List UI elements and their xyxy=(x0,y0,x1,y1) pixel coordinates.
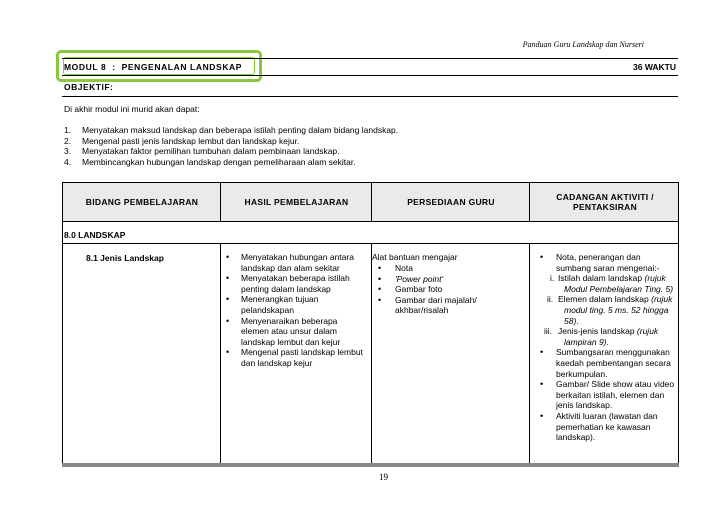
objective-heading: OBJEKTIF: xyxy=(64,82,114,92)
hasil-list xyxy=(226,252,366,369)
objective-item: 3. Menyatakan faktor pemilihan tumbuhan dalam pembinaan landskap. xyxy=(64,146,340,156)
persediaan-title: Alat bantuan mengajar xyxy=(372,252,458,262)
module-title: MODUL 8 : PENGENALAN LANDSKAP xyxy=(64,62,243,72)
list-item: • Aktiviti luaran (lawatan dan pemerhatian ke kawasan landskap). xyxy=(540,410,658,443)
list-item: • 'Power point' xyxy=(378,273,444,284)
list-item: • Menyenaraikan beberapa elemen atau unsur dalam landskap lembut dan kejur xyxy=(226,315,341,347)
header-persediaan: PERSEDIAAN GURU xyxy=(407,197,495,207)
table-bottom-border xyxy=(62,463,679,467)
section-title: 8.0 LANDSKAP xyxy=(64,230,126,240)
objective-item: 1. Menyatakan maksud landskap dan beberapa istilah penting dalam bidang landskap. xyxy=(64,125,399,135)
cadangan-list xyxy=(536,252,676,443)
list-item: • Nota, penerangan dan sumbang saran mengenai:- xyxy=(540,252,660,273)
list-item: iii. Jenis-jenis landskap (rujuk lampiran 9). xyxy=(544,326,659,347)
list-item: • Menerangkan tujuan pelandskapan xyxy=(226,294,319,315)
list-item: • Gambar dari majalah/ akhbar/risalah xyxy=(378,294,477,316)
module-duration: 36 WAKTU xyxy=(633,62,676,72)
objective-item: 2. Mengenal pasti jenis landskap lembut dan landskap kejur. xyxy=(64,135,300,146)
module-row xyxy=(62,58,678,76)
objective-row xyxy=(62,78,678,97)
list-item: ii. Elemen dalam landskap (rujuk modul ting. 5 ms. 52 hingga 58). xyxy=(547,294,673,326)
header-hasil: HASIL PEMBELAJARAN xyxy=(244,197,349,207)
objective-intro: Di akhir modul ini murid akan dapat: xyxy=(64,104,200,114)
subsection-title: 8.1 Jenis Landskap xyxy=(86,253,164,263)
persediaan-list xyxy=(378,263,518,316)
list-item: • Sumbangsaran menggunakan kaedah pembentangan secara berkumpulan. xyxy=(540,347,671,379)
objective-list xyxy=(64,125,398,167)
list-item: • Menyatakan beberapa istilah penting dalam landskap xyxy=(226,273,350,294)
document-header-note: Panduan Guru Landskap dan Nurseri xyxy=(522,40,644,49)
header-cadangan: CADANGAN AKTIVITI / PENTAKSIRAN xyxy=(556,192,654,212)
objective-item: 4. Membincangkan hubungan landskap dengan pemeliharaan alam sekitar. xyxy=(64,156,356,167)
list-item: i. Istilah dalam landskap (rujuk Modul Pembelajaran Ting. 5) xyxy=(550,273,674,294)
list-item: • Menyatakan hubungan antara landskap dan alam sekitar xyxy=(226,252,354,273)
header-bidang: BIDANG PEMBELAJARAN xyxy=(85,197,199,207)
list-item: • Nota xyxy=(378,263,413,273)
list-item: • Gambar/ Slide show atau video berkaitan istilah, elemen dan jenis landskap. xyxy=(540,379,675,411)
list-item: • Gambar foto xyxy=(378,284,443,295)
list-item: • Mengenal pasti landskap lembut dan landskap kejur xyxy=(226,347,363,368)
page-number: 19 xyxy=(379,472,388,482)
